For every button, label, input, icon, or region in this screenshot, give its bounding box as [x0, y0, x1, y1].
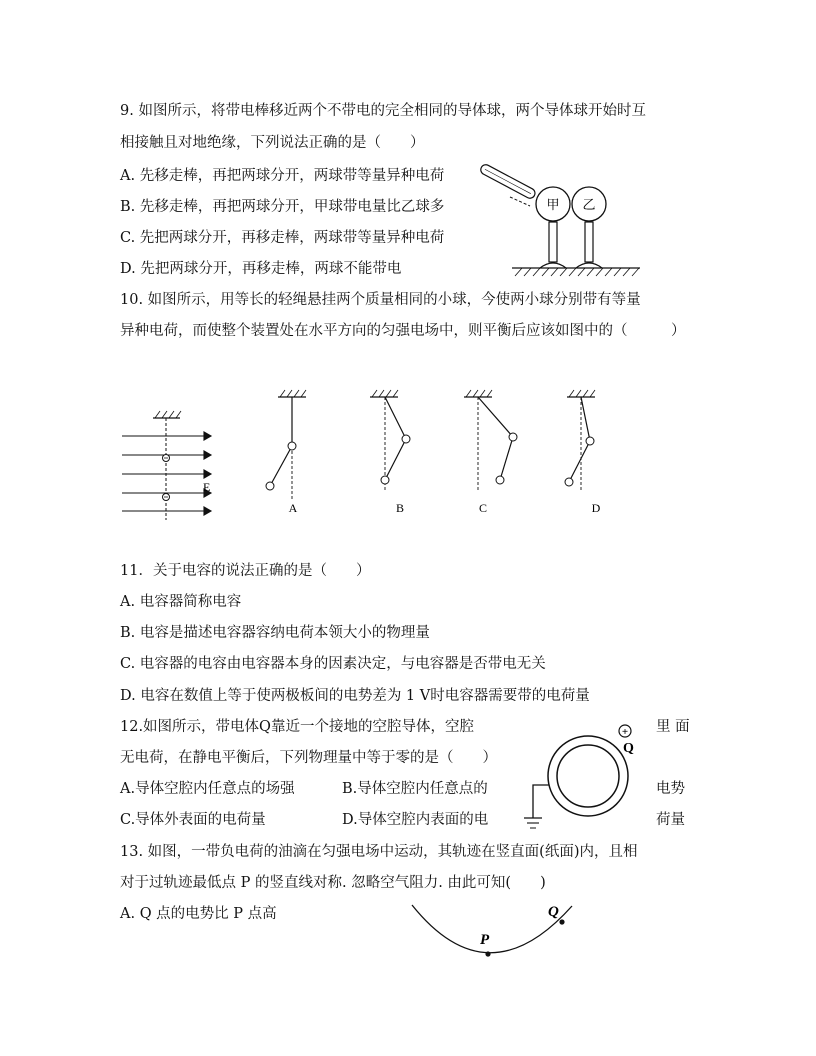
q10-choice-a: A: [288, 501, 298, 515]
q13-label-q: Q: [548, 904, 559, 920]
q12-line1-end: 里 面: [656, 719, 690, 735]
q10-field-label: E: [203, 480, 211, 494]
q9-option-d: D. 先把两球分开，再移走棒，两球不能带电: [120, 261, 402, 277]
q12-line1: 12.如图所示，带电体Q靠近一个接地的空腔导体，空腔: [120, 719, 474, 735]
q13-point-p: [485, 951, 490, 956]
q12-charge-sign: +: [621, 726, 629, 738]
q11-option-c: C. 电容器的电容由电容器本身的因素决定，与电容器是否带电无关: [120, 656, 546, 672]
q12-option-a: A.导体空腔内任意点的场强: [120, 781, 295, 797]
q12-line2: 无电荷，在静电平衡后，下列物理量中等于零的是（ ）: [120, 750, 497, 766]
q13-line1: 13. 如图，一带负电荷的油滴在匀强电场中运动，其轨迹在竖直面(纸面)内，且相: [120, 844, 638, 860]
q13-option-a: A. Q 点的电势比 P 点高: [120, 906, 277, 922]
q12-option-c: C.导体外表面的电荷量: [120, 812, 266, 828]
q12-option-d-end: 荷量: [656, 812, 685, 828]
q13-line2: 对于过轨迹最低点 P 的竖直线对称. 忽略空气阻力. 由此可知( ): [120, 875, 546, 891]
q12-charge-label: Q: [623, 741, 634, 756]
q10-line2: 异种电荷，而使整个装置处在水平方向的匀强电场中，则平衡后应该如图中的（ ）: [120, 323, 686, 339]
q13-point-q: [559, 919, 564, 924]
q9-option-c: C. 先把两球分开，再移走棒，两球带等量异种电荷: [120, 230, 445, 246]
q12-option-b: B.导体空腔内任意点的: [342, 781, 488, 797]
q10-line1: 10. 如图所示，用等长的轻绳悬挂两个质量相同的小球，今使两小球分别带有等量: [120, 292, 641, 308]
q12-option-b-end: 电势: [656, 781, 685, 797]
q11-option-d: D. 电容在数值上等于使两极板间的电势差为 1 V时电容器需要带的电荷量: [120, 688, 590, 704]
q11-stem: 11．关于电容的说法正确的是（ ）: [120, 563, 371, 579]
q11-option-b: B. 电容是描述电容器容纳电荷本领大小的物理量: [120, 625, 430, 641]
q10-choice-c: C: [478, 501, 488, 515]
q9-label-jia: 甲: [546, 197, 560, 212]
q13-label-p: P: [480, 932, 490, 948]
q10-choice-b: B: [395, 501, 405, 515]
q9-line2: 相接触且对地绝缘，下列说法正确的是（ ）: [120, 135, 425, 151]
q10-choice-d: D: [591, 501, 601, 515]
q9-line1: 9. 如图所示，将带电棒移近两个不带电的完全相同的导体球，两个导体球开始时互: [120, 103, 646, 119]
q12-option-d: D.导体空腔内表面的电: [342, 812, 489, 828]
q11-option-a: A. 电容器简称电容: [120, 594, 242, 610]
q9-option-a: A. 先移走棒，再把两球分开，两球带等量异种电荷: [120, 168, 445, 184]
q9-option-b: B. 先移走棒，再把两球分开，甲球带电量比乙球多: [120, 199, 445, 215]
q9-label-yi: 乙: [582, 197, 596, 212]
